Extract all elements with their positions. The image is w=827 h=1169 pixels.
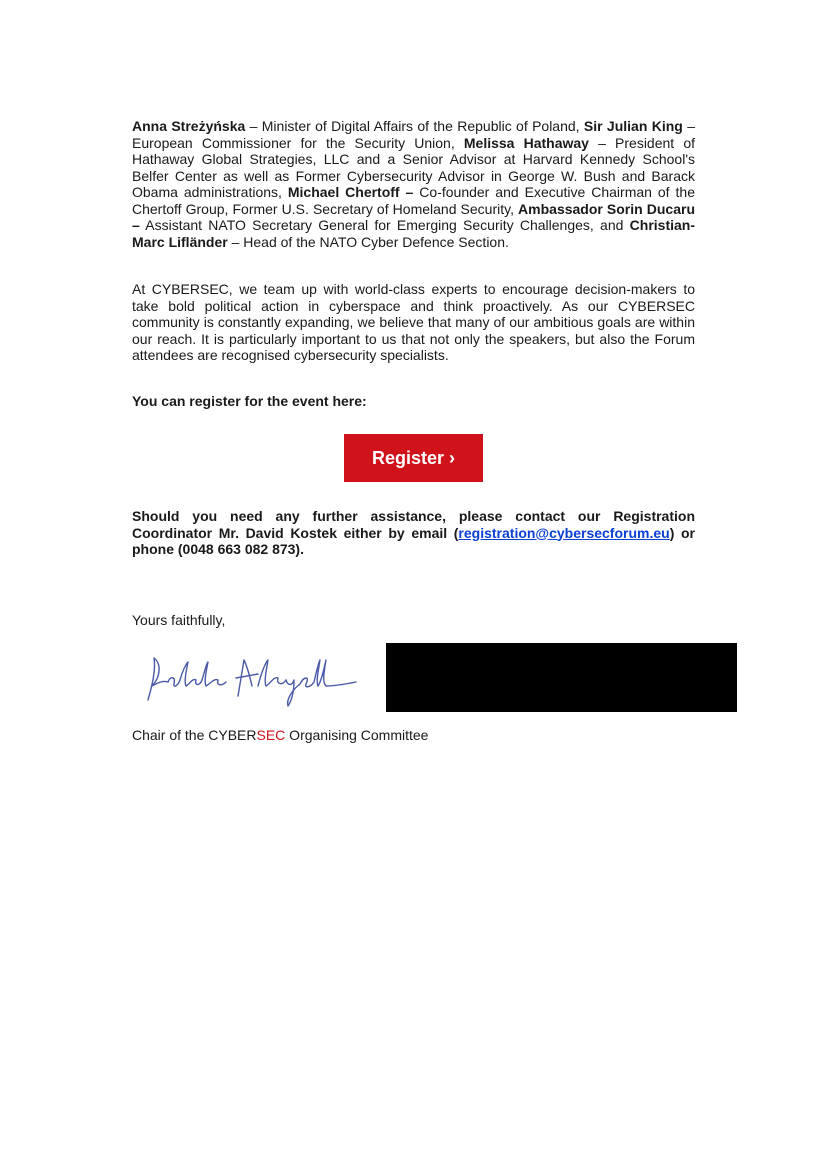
assistance-text: ) or phone (0048 663 082 873). [132, 524, 695, 557]
register-prompt: You can register for the event here: [132, 393, 367, 409]
about-paragraph: At CYBERSEC, we team up with world-class experts to encourage decision-makers to take bold political action in cyberspace and think proactively. As our CYBERSEC community is constantly expanding, we believe that many of our ambitious goals are within our reach. It is particularly important to us that not only the speakers, but also the Forum attendees are recognised cybersecurity specialists. [132, 281, 695, 363]
brand-highlight: SEC [256, 727, 286, 743]
speaker-name: Sir Julian King [583, 118, 683, 134]
speakers-paragraph [132, 118, 695, 250]
chair-signature-line [132, 727, 695, 744]
assistance-text: Should you need any further assistance, please contact our Registration Coordinator Mr. David Kostek either by email ( [132, 508, 695, 541]
speaker-role: – Minister of Digital Affairs of the Republic of Poland, [245, 118, 584, 134]
closing-salutation: Yours faithfully, [132, 612, 226, 628]
speaker-name: Michael Chertoff – [287, 184, 414, 200]
speaker-role: – President of Hathaway Global Strategies, LLC and a Senior Advisor at Harvard Kennedy School's Belfer Center as well as Former Cybersecurity Advisor in George W. Bush and Barack Obama administrations, [132, 134, 695, 200]
chair-suffix: Organising Committee [285, 727, 429, 743]
speaker-role: Assistant NATO Secretary General for Emerging Security Challenges, and [139, 217, 630, 233]
speaker-name: Anna Streżyńska [132, 118, 246, 134]
redaction-block [386, 643, 737, 712]
register-button[interactable]: Register › [344, 434, 483, 482]
speaker-name: Melissa Hathaway [463, 134, 589, 151]
email-link[interactable]: registration@cybersecforum.eu [458, 524, 670, 541]
speaker-role: – European Commissioner for the Security Union, [132, 118, 695, 151]
speaker-name: Christian-Marc Lifländer [132, 217, 695, 250]
chair-prefix: Chair of the CYBER [132, 727, 257, 743]
speaker-name: Ambassador Sorin Ducaru – [132, 200, 695, 233]
assistance-paragraph [132, 508, 695, 558]
speaker-role: – Head of the NATO Cyber Defence Section. [227, 233, 509, 250]
speaker-role: Co-founder and Executive Chairman of the Chertoff Group, Former U.S. Secretary of Homeland Security, [132, 184, 695, 217]
signature-image [140, 650, 360, 710]
